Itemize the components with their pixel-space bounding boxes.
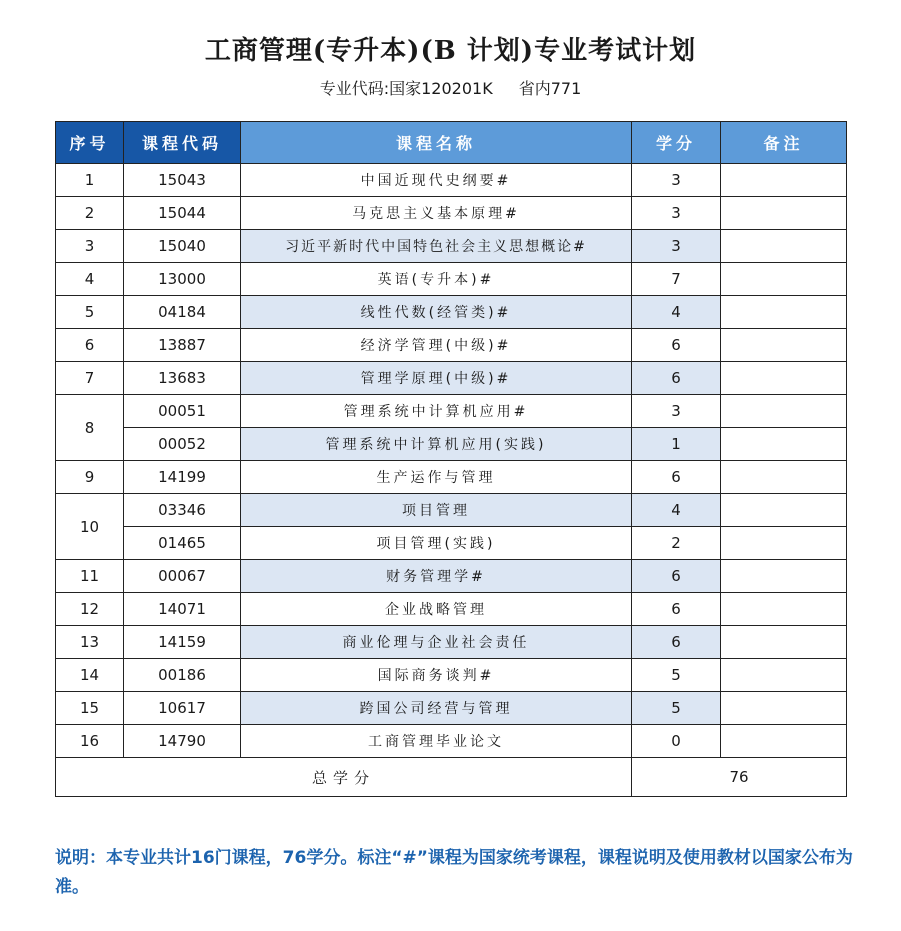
table-row xyxy=(56,362,847,395)
remark-cell xyxy=(721,527,847,560)
name-cell: 马克思主义基本原理# xyxy=(241,197,632,230)
credit-cell: 3 xyxy=(632,197,721,230)
table-row xyxy=(56,560,847,593)
name-cell: 经济学管理(中级)# xyxy=(241,329,632,362)
remark-cell xyxy=(721,428,847,461)
credit-cell: 6 xyxy=(632,626,721,659)
name-cell: 项目管理(实践) xyxy=(241,527,632,560)
code-cell: 10617 xyxy=(124,692,241,725)
code-cell: 00052 xyxy=(124,428,241,461)
code-cell: 04184 xyxy=(124,296,241,329)
remark-cell xyxy=(721,626,847,659)
remark-cell xyxy=(721,461,847,494)
credit-cell: 3 xyxy=(632,164,721,197)
table-row xyxy=(56,593,847,626)
name-cell: 项目管理 xyxy=(241,494,632,527)
table-row xyxy=(56,329,847,362)
credit-cell: 0 xyxy=(632,725,721,758)
remark-cell xyxy=(721,395,847,428)
code-cell: 00186 xyxy=(124,659,241,692)
credit-cell: 4 xyxy=(632,296,721,329)
seq-cell: 8 xyxy=(56,395,124,461)
name-cell: 管理系统中计算机应用# xyxy=(241,395,632,428)
name-cell: 管理学原理(中级)# xyxy=(241,362,632,395)
name-cell: 英语(专升本)# xyxy=(241,263,632,296)
exam-plan-table xyxy=(55,121,847,797)
name-cell: 线性代数(经管类)# xyxy=(241,296,632,329)
seq-cell: 4 xyxy=(56,263,124,296)
header-remark: 备注 xyxy=(721,122,847,164)
table-row xyxy=(56,494,847,527)
table-row xyxy=(56,164,847,197)
seq-cell: 6 xyxy=(56,329,124,362)
code-cell: 00051 xyxy=(124,395,241,428)
table-row xyxy=(56,527,847,560)
seq-cell: 10 xyxy=(56,494,124,560)
code-cell: 14159 xyxy=(124,626,241,659)
province-code: 省内771 xyxy=(518,79,582,98)
code-cell: 00067 xyxy=(124,560,241,593)
remark-cell xyxy=(721,560,847,593)
credit-cell: 7 xyxy=(632,263,721,296)
name-cell: 中国近现代史纲要# xyxy=(241,164,632,197)
table-row xyxy=(56,626,847,659)
code-cell: 01465 xyxy=(124,527,241,560)
total-row xyxy=(56,758,847,797)
code-cell: 13683 xyxy=(124,362,241,395)
seq-cell: 5 xyxy=(56,296,124,329)
table-row xyxy=(56,461,847,494)
credit-cell: 5 xyxy=(632,659,721,692)
remark-cell xyxy=(721,263,847,296)
credit-cell: 2 xyxy=(632,527,721,560)
header-credit: 学分 xyxy=(632,122,721,164)
credit-cell: 6 xyxy=(632,461,721,494)
code-cell: 15040 xyxy=(124,230,241,263)
credit-cell: 3 xyxy=(632,230,721,263)
table-row xyxy=(56,263,847,296)
code-cell: 13000 xyxy=(124,263,241,296)
code-cell: 14199 xyxy=(124,461,241,494)
name-cell: 工商管理毕业论文 xyxy=(241,725,632,758)
table-row xyxy=(56,197,847,230)
seq-cell: 15 xyxy=(56,692,124,725)
table-row xyxy=(56,692,847,725)
seq-cell: 2 xyxy=(56,197,124,230)
code-cell: 13887 xyxy=(124,329,241,362)
table-row xyxy=(56,230,847,263)
name-cell: 财务管理学# xyxy=(241,560,632,593)
table-header-row xyxy=(56,122,847,164)
credit-cell: 1 xyxy=(632,428,721,461)
table-row xyxy=(56,395,847,428)
seq-cell: 12 xyxy=(56,593,124,626)
code-cell: 03346 xyxy=(124,494,241,527)
seq-cell: 11 xyxy=(56,560,124,593)
credit-cell: 5 xyxy=(632,692,721,725)
seq-cell: 16 xyxy=(56,725,124,758)
remark-cell xyxy=(721,230,847,263)
remark-cell xyxy=(721,692,847,725)
remark-cell xyxy=(721,164,847,197)
name-cell: 管理系统中计算机应用(实践) xyxy=(241,428,632,461)
remark-cell xyxy=(721,362,847,395)
remark-cell xyxy=(721,197,847,230)
table-row xyxy=(56,428,847,461)
name-cell: 国际商务谈判# xyxy=(241,659,632,692)
name-cell: 跨国公司经营与管理 xyxy=(241,692,632,725)
credit-cell: 6 xyxy=(632,362,721,395)
credit-cell: 6 xyxy=(632,329,721,362)
seq-cell: 14 xyxy=(56,659,124,692)
credit-cell: 6 xyxy=(632,560,721,593)
seq-cell: 3 xyxy=(56,230,124,263)
name-cell: 习近平新时代中国特色社会主义思想概论# xyxy=(241,230,632,263)
remark-cell xyxy=(721,329,847,362)
credit-cell: 3 xyxy=(632,395,721,428)
header-seq: 序号 xyxy=(56,122,124,164)
seq-cell: 9 xyxy=(56,461,124,494)
major-code-line xyxy=(0,76,901,99)
header-code: 课程代码 xyxy=(124,122,241,164)
header-name: 课程名称 xyxy=(241,122,632,164)
credit-cell: 6 xyxy=(632,593,721,626)
seq-cell: 1 xyxy=(56,164,124,197)
total-credits-value: 76 xyxy=(632,758,847,797)
footnote: 说明：本专业共计16门课程，76学分。标注“#”课程为国家统考课程，课程说明及使用教材以国家公布为准。 xyxy=(55,848,853,897)
credit-cell: 4 xyxy=(632,494,721,527)
remark-cell xyxy=(721,296,847,329)
table-row xyxy=(56,659,847,692)
name-cell: 商业伦理与企业社会责任 xyxy=(241,626,632,659)
name-cell: 企业战略管理 xyxy=(241,593,632,626)
major-code: 专业代码:国家120201K xyxy=(319,79,493,98)
seq-cell: 13 xyxy=(56,626,124,659)
code-cell: 14790 xyxy=(124,725,241,758)
table-row xyxy=(56,296,847,329)
code-cell: 14071 xyxy=(124,593,241,626)
remark-cell xyxy=(721,659,847,692)
remark-cell xyxy=(721,593,847,626)
page-title: 工商管理(专升本)(B 计划)专业考试计划 xyxy=(204,36,697,66)
remark-cell xyxy=(721,494,847,527)
seq-cell: 7 xyxy=(56,362,124,395)
total-credits-label: 总学分 xyxy=(56,758,632,797)
remark-cell xyxy=(721,725,847,758)
name-cell: 生产运作与管理 xyxy=(241,461,632,494)
code-cell: 15043 xyxy=(124,164,241,197)
table-row xyxy=(56,725,847,758)
code-cell: 15044 xyxy=(124,197,241,230)
